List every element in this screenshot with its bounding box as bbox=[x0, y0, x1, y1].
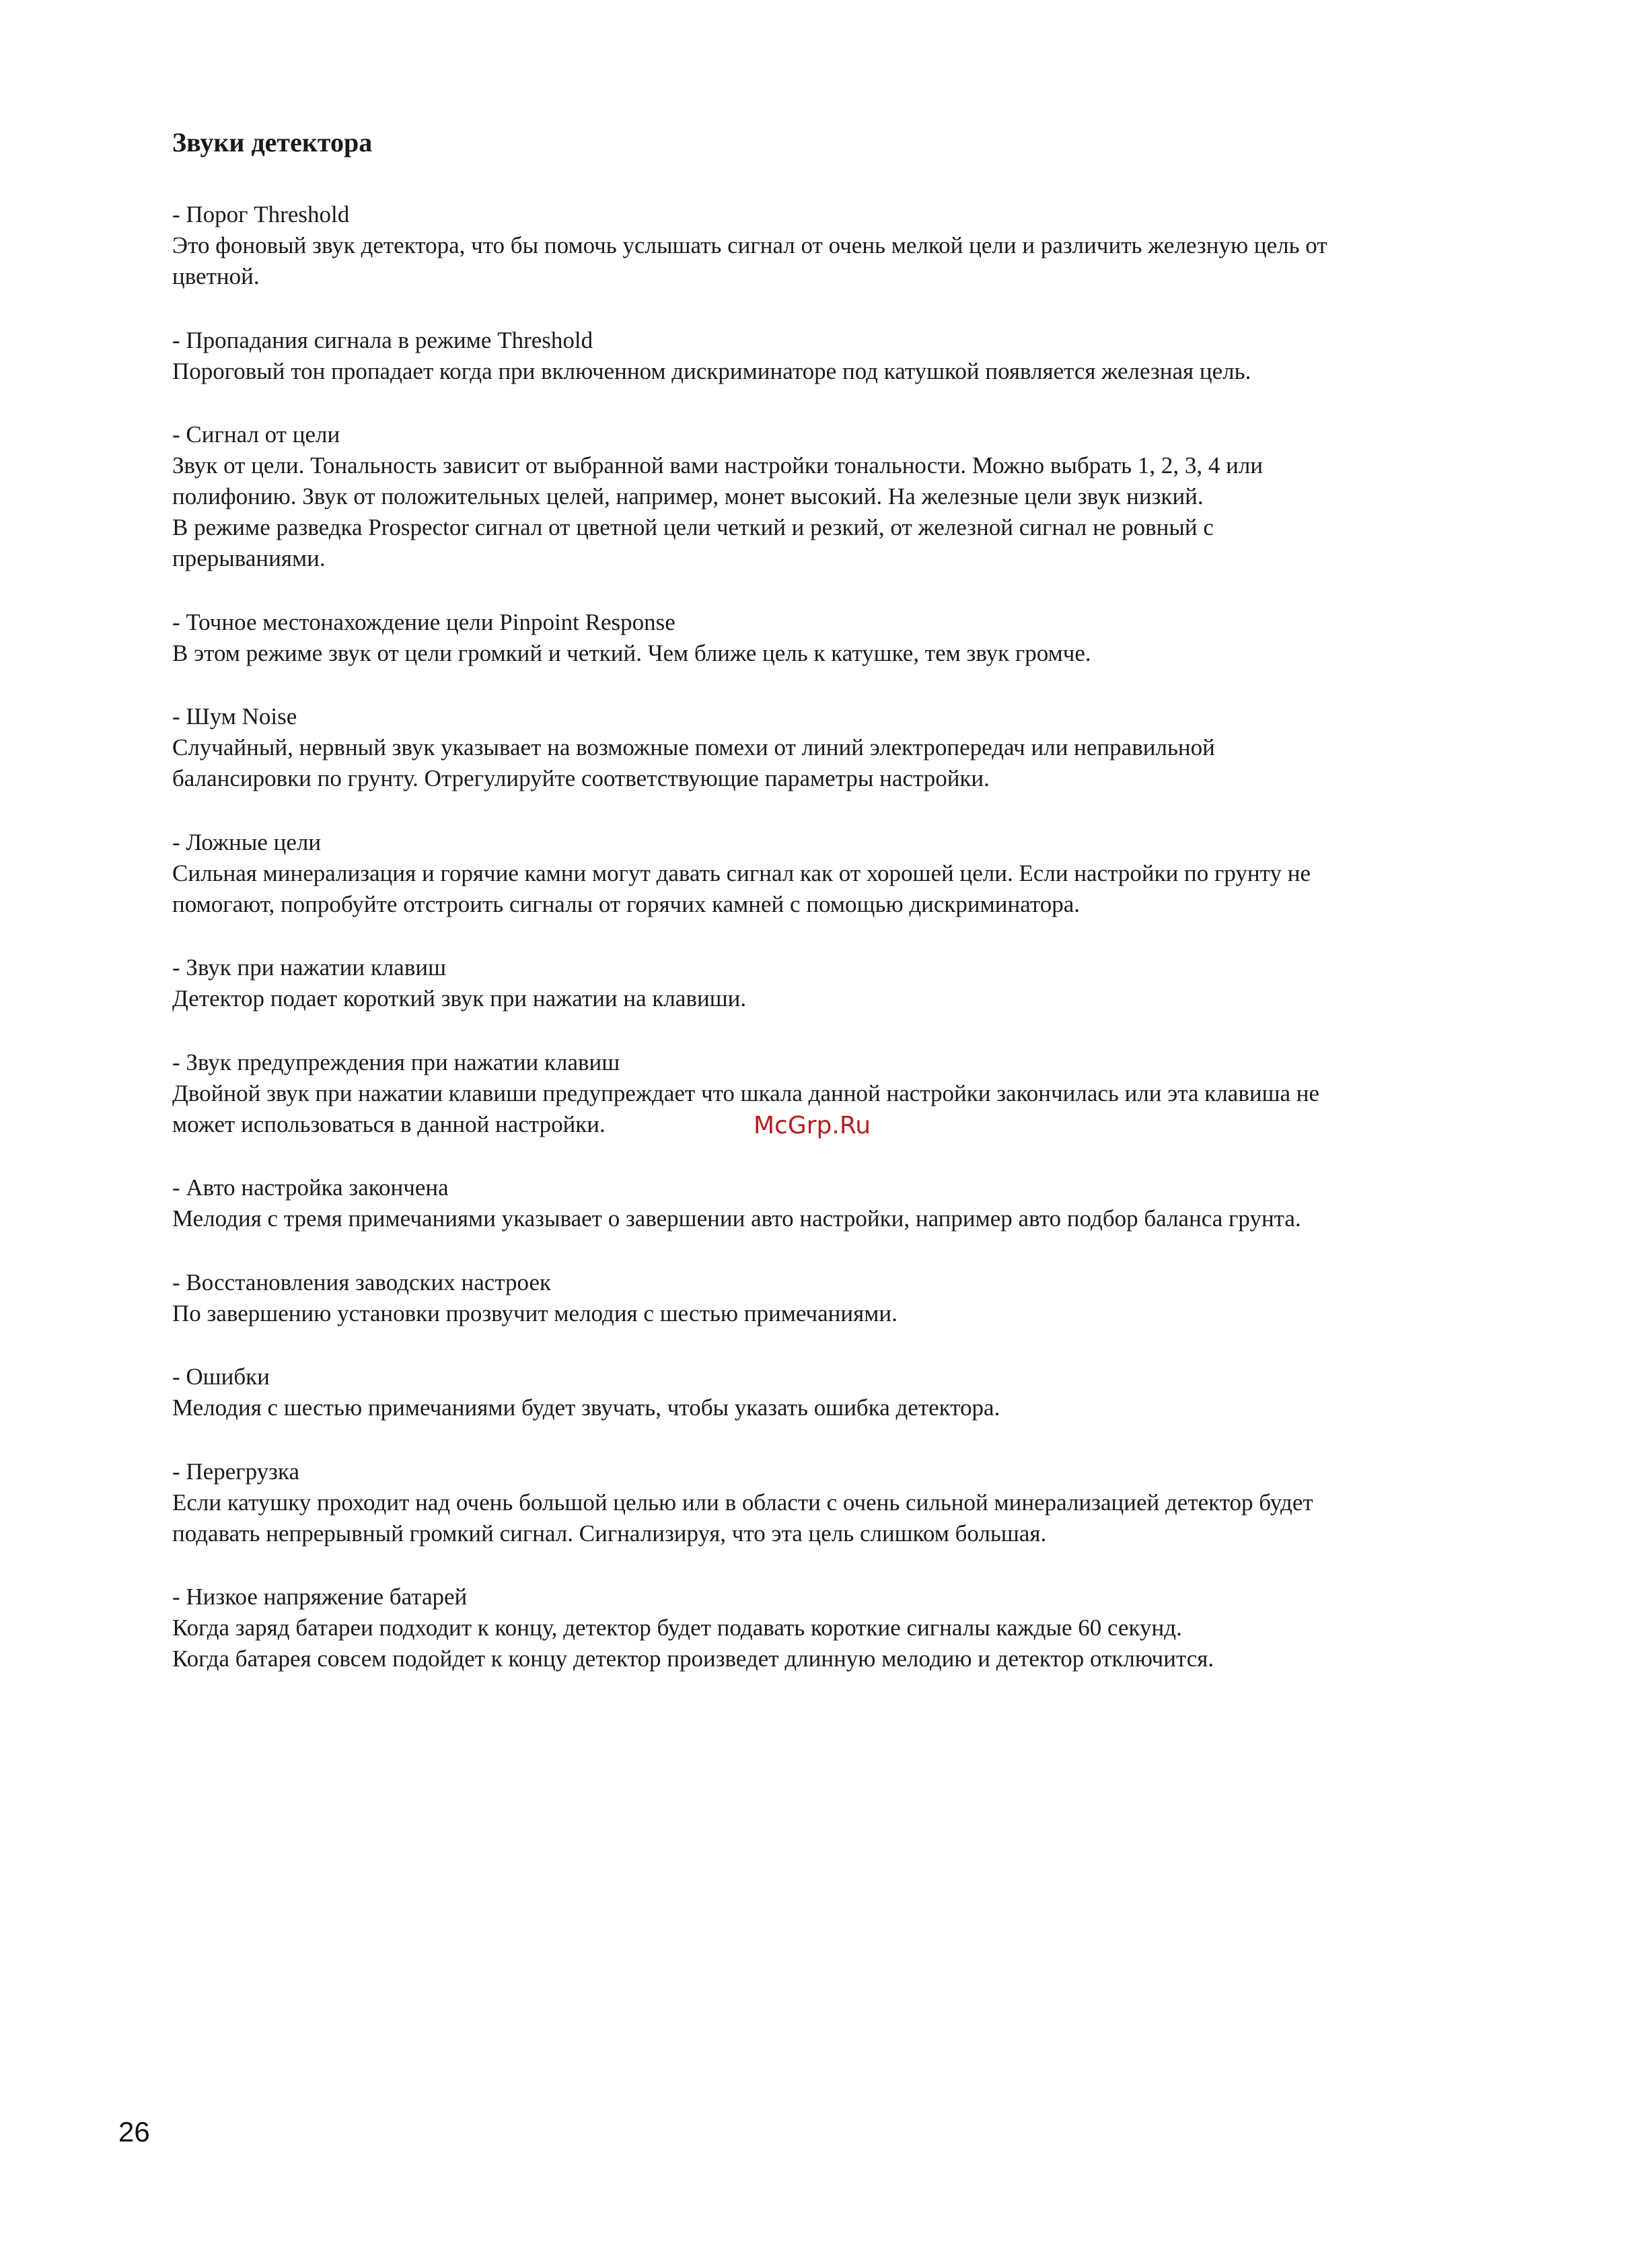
section bbox=[172, 419, 1545, 574]
section bbox=[172, 1267, 1545, 1329]
section-heading: - Ложные цели bbox=[172, 828, 322, 855]
section-text-line: Если катушку проходит над очень большой целью или в области с очень сильной минерализацией детектор будет bbox=[172, 1489, 1313, 1516]
section-text-line: Мелодия с тремя примечаниями указывает о завершении авто настройки, например авто подбор баланса грунта. bbox=[172, 1205, 1301, 1232]
section-text-line: Мелодия с шестью примечаниями будет звучать, чтобы указать ошибка детектора. bbox=[172, 1394, 1000, 1421]
section-text-line: Когда батарея совсем подойдет к концу детектор произведет длинную мелодию и детектор отключится. bbox=[172, 1645, 1214, 1672]
page-title: Звуки детектора bbox=[172, 127, 373, 157]
section-text-line: подавать непрерывный громкий сигнал. Сигнализируя, что эта цель слишком большая. bbox=[172, 1520, 1047, 1547]
section-text-line: полифонию. Звук от положительных целей, например, монет высокий. На железные цели звук низкий. bbox=[172, 483, 1204, 509]
section-heading: - Восстановления заводских настроек bbox=[172, 1269, 552, 1296]
section bbox=[172, 325, 1545, 387]
section-text-line: По завершению установки прозвучит мелодия с шестью примечаниями. bbox=[172, 1300, 898, 1326]
section bbox=[172, 607, 1545, 669]
section-text-line: Пороговый тон пропадает когда при включенном дискриминаторе под катушкой появляется железная цель. bbox=[172, 357, 1251, 384]
section-text-line: может использоваться в данной настройки. bbox=[172, 1110, 606, 1137]
section-text-line: Двойной звук при нажатии клавиши предупреждает что шкала данной настройки закончилась или эта клавиша не bbox=[172, 1079, 1320, 1106]
section bbox=[172, 1582, 1545, 1674]
section-heading: - Низкое напряжение батарей bbox=[172, 1584, 468, 1610]
section-text-line: помогают, попробуйте отстроить сигналы от горячих камней с помощью дискриминатора. bbox=[172, 890, 1081, 917]
section-text-line: прерываниями. bbox=[172, 545, 326, 571]
section-heading: - Сигнал от цели bbox=[172, 421, 340, 448]
section-heading: - Авто настройка закончена bbox=[172, 1174, 449, 1201]
section bbox=[172, 1172, 1545, 1234]
section-heading: - Порог Threshold bbox=[172, 201, 350, 227]
section bbox=[172, 827, 1545, 920]
section-text-line: цветной. bbox=[172, 263, 260, 289]
section-text-line: Когда заряд батареи подходит к концу, детектор будет подавать короткие сигналы каждые 60 секунд. bbox=[172, 1615, 1182, 1641]
section-text-line: Это фоновый звук детектора, что бы помочь услышать сигнал от очень мелкой цели и различить железную цель от bbox=[172, 232, 1327, 258]
section-heading: - Перегрузка bbox=[172, 1458, 299, 1485]
watermark: McGrp.Ru bbox=[754, 1112, 871, 1139]
section bbox=[172, 1456, 1545, 1549]
section-text-line: балансировки по грунту. Отрегулируйте соответствующие параметры настройки. bbox=[172, 765, 990, 791]
section-heading: - Ошибки bbox=[172, 1363, 270, 1390]
section bbox=[172, 199, 1545, 292]
section-text-line: Сильная минерализация и горячие камни могут давать сигнал как от хорошей цели. Если настройки по грунту не bbox=[172, 859, 1311, 886]
section-text-line: В режиме разведка Prospector сигнал от цветной цели четкий и резкий, от железной сигнал не ровный с bbox=[172, 514, 1214, 540]
section bbox=[172, 952, 1545, 1014]
document-body bbox=[172, 199, 1545, 1707]
section-heading: - Пропадания сигнала в режиме Threshold bbox=[172, 326, 593, 353]
page-number: 26 bbox=[118, 2116, 150, 2148]
section-text-line: Детектор подает короткий звук при нажатии на клавиши. bbox=[172, 985, 747, 1012]
section-heading: - Звук при нажатии клавиш bbox=[172, 954, 447, 981]
section-heading: - Точное местонахождение цели Pinpoint Response bbox=[172, 608, 675, 635]
section-heading: - Шум Noise bbox=[172, 703, 297, 730]
section-text-line: Звук от цели. Тональность зависит от выбранной вами настройки тональности. Можно выбрать 1, 2, 3, 4 или bbox=[172, 452, 1264, 479]
section-heading: - Звук предупреждения при нажатии клавиш bbox=[172, 1049, 620, 1075]
section-text-line: В этом режиме звук от цели громкий и четкий. Чем ближе цель к катушке, тем звук громче. bbox=[172, 639, 1091, 666]
section bbox=[172, 701, 1545, 794]
section bbox=[172, 1361, 1545, 1423]
section-text-line: Случайный, нервный звук указывает на возможные помехи от линий электропередач или неправильной bbox=[172, 734, 1215, 760]
